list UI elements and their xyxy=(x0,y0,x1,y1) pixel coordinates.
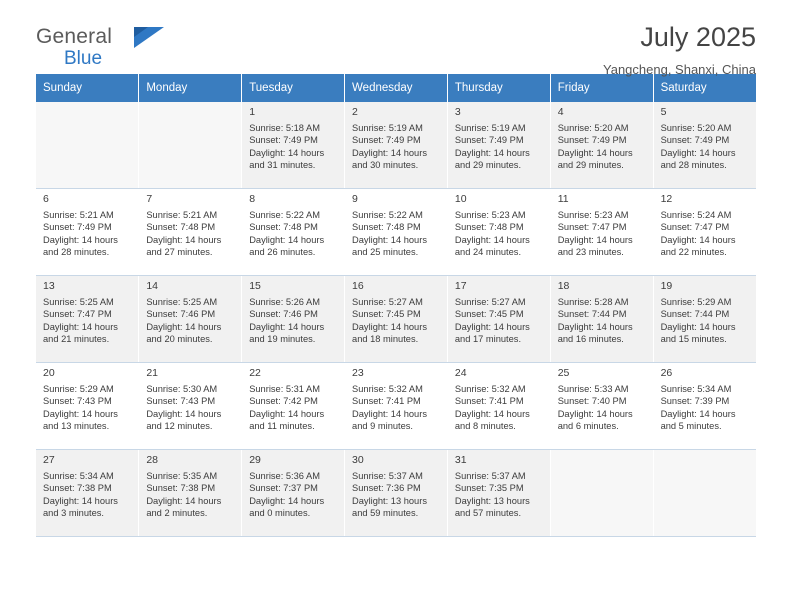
day-detail-line: Sunrise: 5:26 AM xyxy=(249,297,320,307)
day-detail-line: Sunrise: 5:34 AM xyxy=(660,384,732,394)
day-detail-line: Sunrise: 5:37 AM xyxy=(352,471,423,481)
day-detail-line: Sunset: 7:35 PM xyxy=(454,483,524,494)
day-detail-line: Sunset: 7:48 PM xyxy=(249,222,318,233)
day-detail-line: and 29 minutes. xyxy=(557,160,624,171)
day-detail-line: Sunset: 7:49 PM xyxy=(660,135,730,146)
weekday-header-saturday: Saturday xyxy=(653,74,756,102)
day-detail-line: Sunrise: 5:28 AM xyxy=(557,297,629,307)
day-detail-line: and 24 minutes. xyxy=(454,247,522,258)
day-number: 29 xyxy=(249,454,261,466)
day-detail-line: and 31 minutes. xyxy=(249,160,316,171)
day-detail-line: and 25 minutes. xyxy=(352,247,419,258)
calendar-cell-empty xyxy=(139,102,242,189)
day-number: 2 xyxy=(352,106,358,118)
calendar-day-cell[interactable] xyxy=(242,450,345,537)
calendar-week-row xyxy=(36,276,756,363)
day-detail-line: and 0 minutes. xyxy=(249,508,311,519)
day-detail-line: Sunset: 7:47 PM xyxy=(43,309,112,320)
day-detail-line: Sunset: 7:46 PM xyxy=(249,309,318,320)
day-number: 8 xyxy=(249,193,256,205)
day-detail-line: Sunrise: 5:31 AM xyxy=(249,384,320,394)
calendar-day-cell[interactable] xyxy=(139,450,242,537)
day-detail-line: Sunrise: 5:32 AM xyxy=(352,384,423,394)
day-detail-line: and 6 minutes. xyxy=(557,421,619,432)
calendar-header-row xyxy=(36,74,756,102)
day-detail-line: and 19 minutes. xyxy=(249,334,316,345)
day-detail-line: Daylight: 14 hours xyxy=(660,408,736,419)
calendar-day-cell[interactable] xyxy=(653,363,756,450)
day-detail-line: Sunset: 7:49 PM xyxy=(43,222,112,233)
day-number: 15 xyxy=(249,280,261,292)
day-detail-line: and 57 minutes. xyxy=(454,508,522,519)
calendar-day-cell[interactable] xyxy=(550,276,653,363)
day-detail-line: and 28 minutes. xyxy=(43,247,110,258)
day-detail-line: Daylight: 14 hours xyxy=(352,234,427,245)
day-detail-line: Sunrise: 5:32 AM xyxy=(454,384,526,394)
day-detail-line: Sunset: 7:49 PM xyxy=(557,135,627,146)
day-detail-line: Daylight: 14 hours xyxy=(660,321,736,332)
day-number: 27 xyxy=(43,454,55,466)
day-detail-line: Sunset: 7:43 PM xyxy=(43,396,112,407)
day-detail-line: Sunrise: 5:22 AM xyxy=(249,210,320,220)
day-detail-line: Sunrise: 5:33 AM xyxy=(557,384,629,394)
day-detail-line: Sunset: 7:48 PM xyxy=(146,222,216,233)
calendar-day-cell[interactable] xyxy=(242,189,345,276)
calendar-day-cell[interactable] xyxy=(447,189,550,276)
day-detail-line: and 29 minutes. xyxy=(454,160,522,171)
day-detail-line: and 17 minutes. xyxy=(454,334,522,345)
day-detail-line: Daylight: 14 hours xyxy=(454,408,530,419)
day-detail-line: and 26 minutes. xyxy=(249,247,316,258)
day-detail-line: Sunrise: 5:29 AM xyxy=(43,384,114,394)
calendar-day-cell[interactable] xyxy=(550,363,653,450)
day-number: 1 xyxy=(249,106,256,118)
day-detail-line: Daylight: 14 hours xyxy=(249,408,325,419)
calendar-day-cell[interactable] xyxy=(36,276,139,363)
day-detail-line: Sunset: 7:47 PM xyxy=(660,222,730,233)
day-detail-line: and 12 minutes. xyxy=(146,421,213,432)
day-detail-line: Sunrise: 5:21 AM xyxy=(146,210,218,220)
calendar-cell-empty xyxy=(550,450,653,537)
day-detail-line: and 3 minutes. xyxy=(43,508,104,519)
day-detail-line: and 23 minutes. xyxy=(557,247,624,258)
day-detail-line: Daylight: 14 hours xyxy=(454,321,530,332)
day-number: 5 xyxy=(660,106,667,118)
calendar-day-cell[interactable] xyxy=(345,189,448,276)
calendar-day-cell[interactable] xyxy=(242,276,345,363)
day-detail-line: Daylight: 14 hours xyxy=(249,321,325,332)
day-detail-line: Daylight: 14 hours xyxy=(43,495,118,506)
day-number: 4 xyxy=(557,106,564,118)
day-detail-line: Daylight: 14 hours xyxy=(249,234,325,245)
day-number: 30 xyxy=(352,454,364,466)
calendar-table xyxy=(36,74,756,537)
day-detail-line: Sunrise: 5:25 AM xyxy=(43,297,114,307)
day-number: 3 xyxy=(454,106,461,118)
calendar-day-cell[interactable] xyxy=(36,450,139,537)
day-detail-line: Sunset: 7:39 PM xyxy=(660,396,730,407)
day-detail-line: Sunset: 7:41 PM xyxy=(454,396,524,407)
day-detail-line: and 59 minutes. xyxy=(352,508,419,519)
day-detail-line: Sunrise: 5:20 AM xyxy=(557,123,629,133)
day-detail-line: Sunset: 7:41 PM xyxy=(352,396,421,407)
flag-icon-shadow xyxy=(134,27,148,37)
day-detail-line: Sunrise: 5:20 AM xyxy=(660,123,732,133)
day-detail-line: Sunrise: 5:27 AM xyxy=(352,297,423,307)
calendar-day-cell[interactable] xyxy=(447,102,550,189)
day-number: 20 xyxy=(43,367,55,379)
day-number: 26 xyxy=(660,367,673,379)
day-detail-line: Sunrise: 5:30 AM xyxy=(146,384,218,394)
calendar-day-cell[interactable] xyxy=(36,189,139,276)
calendar-day-cell[interactable] xyxy=(139,276,242,363)
calendar-week-row xyxy=(36,450,756,537)
day-detail-line: Daylight: 14 hours xyxy=(43,321,118,332)
day-detail-line: Sunset: 7:43 PM xyxy=(146,396,216,407)
day-detail-line: and 11 minutes. xyxy=(249,421,315,432)
weekday-header-monday: Monday xyxy=(139,74,242,102)
day-detail-line: Daylight: 14 hours xyxy=(660,234,736,245)
calendar-day-cell[interactable] xyxy=(447,276,550,363)
day-detail-line: and 30 minutes. xyxy=(352,160,419,171)
day-detail-line: Sunset: 7:47 PM xyxy=(557,222,627,233)
day-detail-line: and 28 minutes. xyxy=(660,160,727,171)
day-number: 28 xyxy=(146,454,159,466)
day-detail-line: Daylight: 14 hours xyxy=(660,147,736,158)
day-detail-line: Daylight: 14 hours xyxy=(352,321,427,332)
calendar-day-cell[interactable] xyxy=(653,102,756,189)
calendar-day-cell[interactable] xyxy=(447,450,550,537)
day-number: 11 xyxy=(557,193,569,205)
calendar-day-cell[interactable] xyxy=(36,363,139,450)
day-detail-line: Sunrise: 5:25 AM xyxy=(146,297,218,307)
day-detail-line: Sunset: 7:48 PM xyxy=(352,222,421,233)
day-detail-line: Daylight: 14 hours xyxy=(146,234,222,245)
day-detail-line: Sunrise: 5:22 AM xyxy=(352,210,423,220)
calendar-day-cell[interactable] xyxy=(139,363,242,450)
day-detail-line: Daylight: 14 hours xyxy=(557,234,633,245)
day-number: 18 xyxy=(557,280,570,292)
day-number: 21 xyxy=(146,367,159,379)
day-detail-line: Sunrise: 5:23 AM xyxy=(557,210,629,220)
calendar-day-cell[interactable] xyxy=(550,189,653,276)
day-detail-line: Daylight: 14 hours xyxy=(352,147,427,158)
calendar-day-cell[interactable] xyxy=(345,450,448,537)
day-number: 25 xyxy=(557,367,570,379)
day-detail-line: Daylight: 14 hours xyxy=(146,408,222,419)
calendar-day-cell[interactable] xyxy=(345,102,448,189)
calendar-day-cell[interactable] xyxy=(653,276,756,363)
day-detail-line: Sunrise: 5:19 AM xyxy=(352,123,423,133)
day-detail-line: and 15 minutes. xyxy=(660,334,727,345)
day-detail-line: Daylight: 14 hours xyxy=(43,408,118,419)
day-detail-line: Sunrise: 5:36 AM xyxy=(249,471,320,481)
day-detail-line: Daylight: 14 hours xyxy=(249,495,325,506)
calendar-day-cell[interactable] xyxy=(242,102,345,189)
day-detail-line: Sunset: 7:44 PM xyxy=(557,309,627,320)
day-detail-line: Sunrise: 5:23 AM xyxy=(454,210,526,220)
calendar-week-row xyxy=(36,363,756,450)
day-detail-line: Sunset: 7:45 PM xyxy=(352,309,421,320)
day-number: 22 xyxy=(249,367,261,379)
day-detail-line: Daylight: 13 hours xyxy=(352,495,427,506)
weekday-header-wednesday: Wednesday xyxy=(345,74,448,102)
day-detail-line: and 22 minutes. xyxy=(660,247,727,258)
day-detail-line: Daylight: 14 hours xyxy=(454,234,530,245)
day-number: 6 xyxy=(43,193,49,205)
day-detail-line: Sunset: 7:42 PM xyxy=(249,396,318,407)
day-detail-line: and 8 minutes. xyxy=(454,421,516,432)
day-detail-line: Sunset: 7:37 PM xyxy=(249,483,318,494)
day-number: 24 xyxy=(454,367,467,379)
day-detail-line: and 5 minutes. xyxy=(660,421,722,432)
day-number: 10 xyxy=(454,193,467,205)
day-number: 13 xyxy=(43,280,55,292)
day-detail-line: Sunset: 7:44 PM xyxy=(660,309,730,320)
calendar-day-cell[interactable] xyxy=(139,189,242,276)
title-block xyxy=(603,22,756,77)
day-detail-line: Sunset: 7:38 PM xyxy=(146,483,216,494)
day-detail-line: Sunset: 7:48 PM xyxy=(454,222,524,233)
logo-text-blue: Blue xyxy=(64,48,103,69)
day-detail-line: Sunrise: 5:18 AM xyxy=(249,123,320,133)
day-detail-line: Daylight: 14 hours xyxy=(557,408,633,419)
day-detail-line: Daylight: 14 hours xyxy=(146,495,222,506)
weekday-header-sunday: Sunday xyxy=(36,74,139,102)
calendar-cell-empty xyxy=(653,450,756,537)
day-number: 12 xyxy=(660,193,673,205)
day-number: 17 xyxy=(454,280,467,292)
day-detail-line: and 16 minutes. xyxy=(557,334,624,345)
day-detail-line: Sunset: 7:45 PM xyxy=(454,309,524,320)
day-detail-line: Sunset: 7:49 PM xyxy=(454,135,524,146)
day-detail-line: and 27 minutes. xyxy=(146,247,213,258)
day-detail-line: Sunrise: 5:24 AM xyxy=(660,210,732,220)
day-number: 19 xyxy=(660,280,673,292)
weekday-header-tuesday: Tuesday xyxy=(242,74,345,102)
logo xyxy=(36,26,166,72)
day-detail-line: and 18 minutes. xyxy=(352,334,419,345)
day-detail-line: Sunrise: 5:27 AM xyxy=(454,297,526,307)
logo-text-general: General xyxy=(36,25,113,48)
calendar-day-cell[interactable] xyxy=(447,363,550,450)
day-detail-line: Sunset: 7:49 PM xyxy=(249,135,318,146)
calendar-day-cell[interactable] xyxy=(242,363,345,450)
day-detail-line: Daylight: 14 hours xyxy=(557,147,633,158)
day-detail-line: and 9 minutes. xyxy=(352,421,414,432)
day-detail-line: Sunrise: 5:19 AM xyxy=(454,123,526,133)
day-detail-line: Sunset: 7:46 PM xyxy=(146,309,216,320)
day-number: 16 xyxy=(352,280,364,292)
day-number: 9 xyxy=(352,193,358,205)
day-number: 14 xyxy=(146,280,159,292)
day-number: 31 xyxy=(454,454,467,466)
day-detail-line: Sunrise: 5:37 AM xyxy=(454,471,526,481)
day-detail-line: and 20 minutes. xyxy=(146,334,213,345)
calendar-day-cell[interactable] xyxy=(550,102,653,189)
page-title: July 2025 xyxy=(640,22,756,52)
day-detail-line: Daylight: 14 hours xyxy=(352,408,427,419)
day-detail-line: Daylight: 14 hours xyxy=(249,147,325,158)
calendar-day-cell[interactable] xyxy=(345,363,448,450)
day-detail-line: Sunset: 7:49 PM xyxy=(352,135,421,146)
calendar-body xyxy=(36,102,756,537)
day-detail-line: Sunrise: 5:21 AM xyxy=(43,210,114,220)
day-detail-line: Sunset: 7:38 PM xyxy=(43,483,112,494)
weekday-header-thursday: Thursday xyxy=(447,74,550,102)
day-detail-line: Sunrise: 5:29 AM xyxy=(660,297,732,307)
day-detail-line: Daylight: 14 hours xyxy=(454,147,530,158)
day-detail-line: Daylight: 14 hours xyxy=(43,234,118,245)
calendar-week-row xyxy=(36,102,756,189)
page-header xyxy=(36,0,756,77)
calendar-cell-empty xyxy=(36,102,139,189)
day-detail-line: Daylight: 14 hours xyxy=(146,321,222,332)
calendar-day-cell[interactable] xyxy=(345,276,448,363)
day-detail-line: Daylight: 14 hours xyxy=(557,321,633,332)
day-number: 7 xyxy=(146,193,153,205)
day-detail-line: Sunset: 7:40 PM xyxy=(557,396,627,407)
day-detail-line: Sunrise: 5:35 AM xyxy=(146,471,218,481)
calendar-day-cell[interactable] xyxy=(653,189,756,276)
calendar-week-row xyxy=(36,189,756,276)
day-detail-line: and 2 minutes. xyxy=(146,508,208,519)
day-detail-line: Sunrise: 5:34 AM xyxy=(43,471,114,481)
day-detail-line: Daylight: 13 hours xyxy=(454,495,530,506)
day-detail-line: and 13 minutes. xyxy=(43,421,110,432)
day-detail-line: and 21 minutes. xyxy=(43,334,110,345)
day-number: 23 xyxy=(352,367,364,379)
location-subtitle: Yangcheng, Shanxi, China xyxy=(603,62,756,77)
weekday-header-friday: Friday xyxy=(550,74,653,102)
day-detail-line: Sunset: 7:36 PM xyxy=(352,483,421,494)
